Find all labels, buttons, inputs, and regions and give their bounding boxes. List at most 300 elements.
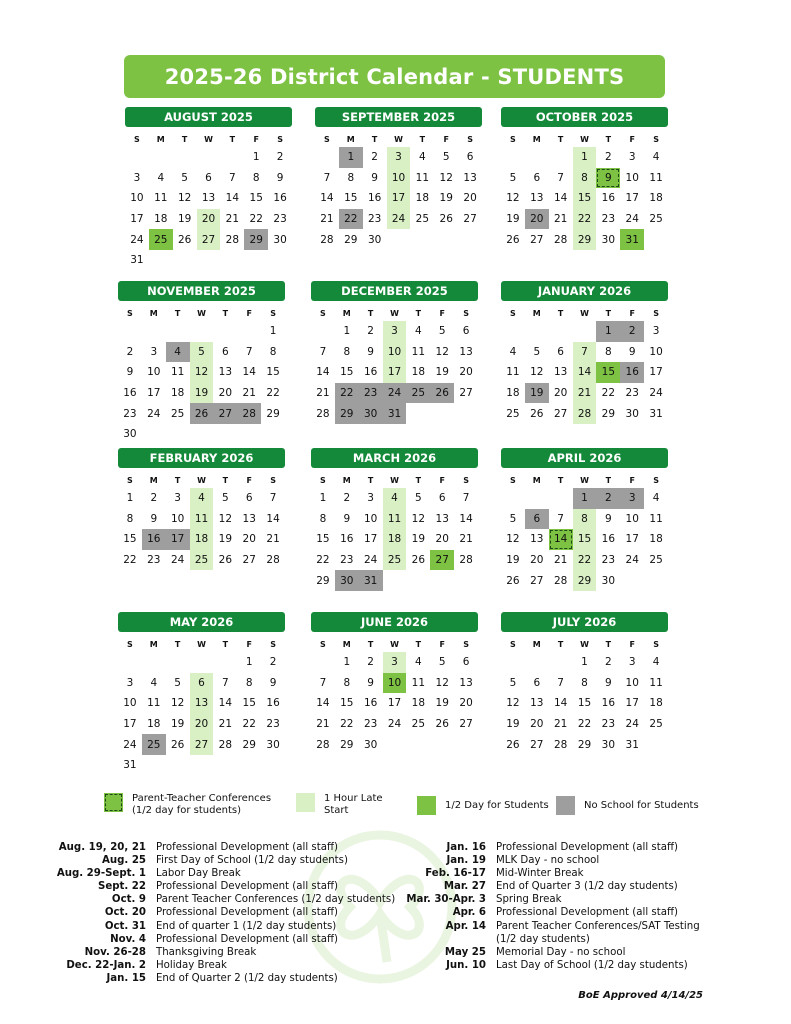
calendar-day: 29 bbox=[340, 738, 354, 751]
calendar-day: 20 bbox=[530, 554, 544, 567]
calendar-day: 18 bbox=[411, 697, 426, 710]
calendar-day: 28 bbox=[316, 407, 330, 420]
weekday-label: S bbox=[510, 476, 516, 485]
month-block bbox=[125, 107, 292, 271]
calendar-day: 26 bbox=[177, 233, 192, 246]
calendar-day: 2 bbox=[276, 151, 284, 164]
calendar-day: 17 bbox=[383, 362, 407, 383]
empty-day bbox=[118, 321, 142, 342]
calendar-day: 19 bbox=[439, 192, 453, 205]
calendar-day: 3 bbox=[652, 325, 660, 338]
weekday-label: S bbox=[510, 640, 516, 649]
calendar-day: 19 bbox=[190, 383, 214, 404]
calendar-day: 10 bbox=[170, 512, 185, 525]
note-description: Memorial Day - no school bbox=[496, 946, 626, 958]
empty-day bbox=[525, 147, 549, 168]
calendar-day: 10 bbox=[387, 168, 411, 189]
calendar-day: 6 bbox=[557, 345, 564, 358]
calendar-day: 13 bbox=[190, 693, 214, 714]
weekday-label: F bbox=[439, 476, 445, 485]
calendar-day: 16 bbox=[601, 533, 616, 546]
calendar-day: 29 bbox=[244, 229, 268, 250]
calendar-day: 2 bbox=[605, 151, 612, 164]
calendar-day: 17 bbox=[387, 697, 402, 710]
day-grid bbox=[118, 321, 285, 445]
calendar-day: 25 bbox=[190, 550, 214, 571]
weekday-label: S bbox=[270, 640, 276, 649]
calendar-day: 11 bbox=[147, 697, 161, 710]
day-grid bbox=[118, 652, 285, 776]
note-description: Professional Development (all staff) bbox=[156, 933, 338, 945]
calendar-day: 22 bbox=[339, 209, 363, 230]
calendar-day: 6 bbox=[533, 676, 541, 689]
calendar-day: 11 bbox=[190, 509, 214, 530]
empty-day bbox=[125, 147, 149, 168]
calendar-day: 23 bbox=[266, 718, 280, 731]
note-description: Labor Day Break bbox=[156, 868, 241, 880]
weekday-label: S bbox=[510, 135, 516, 144]
calendar-day: 28 bbox=[316, 738, 330, 751]
calendar-day: 3 bbox=[126, 676, 134, 689]
note-date: Oct. 20 bbox=[104, 907, 146, 919]
calendar-day: 17 bbox=[625, 192, 639, 205]
calendar-day: 28 bbox=[459, 554, 473, 567]
calendar-day: 29 bbox=[577, 738, 592, 751]
calendar-day: 2 bbox=[620, 321, 644, 342]
calendar-day: 29 bbox=[242, 738, 256, 751]
calendar-day: 19 bbox=[506, 213, 520, 226]
calendar-day: 18 bbox=[170, 387, 185, 400]
month-block bbox=[118, 448, 285, 570]
calendar-day: 18 bbox=[649, 192, 663, 205]
legend-ptc-label: Parent-Teacher Conferences (1/2 day for students) bbox=[132, 793, 272, 816]
calendar-day: 16 bbox=[620, 362, 644, 383]
calendar-day: 17 bbox=[387, 188, 411, 209]
weekday-row bbox=[118, 638, 285, 652]
calendar-day: 11 bbox=[649, 676, 663, 689]
calendar-day: 9 bbox=[605, 676, 612, 689]
calendar-day: 29 bbox=[266, 407, 280, 420]
note-row bbox=[0, 893, 700, 906]
month-header: FEBRUARY 2026 bbox=[118, 448, 285, 468]
note-description: MLK Day - no school bbox=[496, 855, 600, 867]
calendar-day: 2 bbox=[367, 325, 374, 338]
calendar-day: 7 bbox=[557, 171, 564, 184]
calendar-day: 11 bbox=[411, 345, 426, 358]
empty-day bbox=[118, 652, 142, 673]
calendar-day: 9 bbox=[628, 345, 636, 358]
weekday-label: T bbox=[222, 640, 229, 649]
month-header: AUGUST 2025 bbox=[125, 107, 292, 127]
calendar-day: 27 bbox=[190, 734, 214, 755]
weekday-label: M bbox=[346, 135, 355, 144]
calendar-day: 1 bbox=[245, 656, 253, 669]
calendar-day: 9 bbox=[276, 171, 284, 184]
calendar-day: 23 bbox=[367, 213, 382, 226]
calendar-day: 30 bbox=[273, 233, 287, 246]
calendar-day: 15 bbox=[242, 697, 256, 710]
calendar-day: 15 bbox=[340, 697, 354, 710]
calendar-day: 1 bbox=[596, 321, 620, 342]
note-date: Apr. 14 bbox=[445, 920, 486, 932]
calendar-day: 24 bbox=[625, 554, 639, 567]
calendar-day: 20 bbox=[242, 533, 256, 546]
calendar-day: 27 bbox=[530, 574, 544, 587]
month-header: JUNE 2026 bbox=[311, 612, 478, 632]
calendar-day: 9 bbox=[150, 512, 158, 525]
calendar-day: 25 bbox=[406, 383, 430, 404]
weekday-label: F bbox=[443, 135, 449, 144]
calendar-day: 4 bbox=[150, 676, 158, 689]
calendar-day: 1 bbox=[126, 492, 134, 505]
calendar-day: 18 bbox=[649, 697, 663, 710]
weekday-label: W bbox=[390, 476, 399, 485]
calendar-day: 12 bbox=[435, 345, 449, 358]
calendar-day: 10 bbox=[383, 342, 407, 363]
day-grid bbox=[125, 147, 292, 271]
empty-day bbox=[549, 652, 573, 673]
note-description: Professional Development (all staff) bbox=[156, 907, 338, 919]
empty-day bbox=[525, 652, 549, 673]
weekday-label: T bbox=[415, 476, 422, 485]
calendar-day: 5 bbox=[442, 151, 450, 164]
weekday-label: S bbox=[270, 309, 276, 318]
calendar-day: 23 bbox=[601, 213, 616, 226]
calendar-day: 29 bbox=[601, 407, 616, 420]
calendar-day: 28 bbox=[237, 403, 261, 424]
weekday-row bbox=[501, 474, 668, 488]
calendar-day: 18 bbox=[411, 366, 426, 379]
weekday-row bbox=[311, 307, 478, 321]
calendar-day: 2 bbox=[371, 151, 378, 164]
weekday-row bbox=[125, 133, 292, 147]
weekday-label: F bbox=[439, 640, 445, 649]
calendar-day: 12 bbox=[435, 676, 449, 689]
weekday-label: F bbox=[629, 309, 635, 318]
calendar-day: 13 bbox=[218, 366, 233, 379]
calendar-day: 20 bbox=[463, 192, 477, 205]
calendar-day: 18 bbox=[415, 192, 430, 205]
calendar-day: 10 bbox=[625, 171, 639, 184]
empty-day bbox=[173, 147, 197, 168]
weekday-label: S bbox=[510, 309, 516, 318]
weekday-label: W bbox=[390, 309, 399, 318]
calendar-day: 15 bbox=[340, 366, 354, 379]
weekday-label: S bbox=[653, 135, 659, 144]
weekday-label: S bbox=[127, 309, 133, 318]
calendar-day: 5 bbox=[174, 676, 181, 689]
weekday-label: M bbox=[342, 309, 351, 318]
note-description: Mid-Winter Break bbox=[496, 868, 584, 880]
calendar-day: 30 bbox=[266, 738, 280, 751]
calendar-day: 21 bbox=[573, 383, 597, 404]
calendar-day: 10 bbox=[123, 697, 137, 710]
calendar-day: 23 bbox=[601, 554, 616, 567]
calendar-day: 1 bbox=[269, 325, 277, 338]
empty-day bbox=[213, 652, 237, 673]
calendar-day: 17 bbox=[147, 387, 161, 400]
calendar-day: 21 bbox=[553, 718, 568, 731]
weekday-label: S bbox=[463, 309, 469, 318]
calendar-day: 15 bbox=[344, 192, 358, 205]
calendar-day: 2 bbox=[269, 656, 277, 669]
calendar-day: 4 bbox=[652, 151, 660, 164]
calendar-day: 25 bbox=[415, 213, 430, 226]
calendar-day: 11 bbox=[506, 366, 520, 379]
weekday-label: W bbox=[390, 640, 399, 649]
calendar-day: 4 bbox=[166, 342, 190, 363]
calendar-day: 8 bbox=[343, 676, 351, 689]
calendar-day: 5 bbox=[509, 171, 517, 184]
calendar-day: 2 bbox=[596, 488, 620, 509]
calendar-day: 20 bbox=[459, 697, 473, 710]
calendar-day: 8 bbox=[347, 171, 355, 184]
calendar-day: 6 bbox=[466, 151, 474, 164]
weekday-label: M bbox=[532, 476, 541, 485]
calendar-day: 30 bbox=[601, 738, 616, 751]
empty-day bbox=[220, 147, 244, 168]
calendar-day: 6 bbox=[205, 171, 212, 184]
note-description: End of quarter 1 (1/2 day students) bbox=[156, 920, 337, 932]
weekday-row bbox=[315, 133, 482, 147]
legend-ptc-swatch bbox=[104, 793, 123, 812]
empty-day bbox=[149, 147, 173, 168]
calendar-day: 27 bbox=[197, 229, 221, 250]
weekday-label: T bbox=[419, 135, 426, 144]
calendar-day: 21 bbox=[242, 387, 256, 400]
calendar-day: 6 bbox=[438, 492, 446, 505]
weekday-label: S bbox=[134, 135, 140, 144]
legend-off-swatch bbox=[556, 796, 575, 815]
calendar-day: 28 bbox=[553, 738, 568, 751]
empty-day bbox=[142, 652, 166, 673]
calendar-day: 8 bbox=[573, 168, 597, 189]
calendar-day: 23 bbox=[601, 718, 616, 731]
calendar-day: 12 bbox=[506, 697, 520, 710]
calendar-day: 22 bbox=[123, 554, 137, 567]
weekday-label: T bbox=[181, 135, 188, 144]
calendar-day: 26 bbox=[506, 738, 520, 751]
calendar-day: 15 bbox=[249, 192, 263, 205]
calendar-day: 15 bbox=[123, 533, 137, 546]
note-description: Professional Development (all staff) bbox=[156, 881, 338, 893]
month-block bbox=[501, 281, 668, 424]
calendar-day: 13 bbox=[201, 192, 216, 205]
weekday-label: M bbox=[342, 640, 351, 649]
empty-day bbox=[190, 652, 214, 673]
empty-day bbox=[213, 321, 237, 342]
weekday-label: T bbox=[367, 476, 374, 485]
legend-half-label: 1/2 Day for Students bbox=[445, 800, 549, 811]
weekday-label: T bbox=[415, 309, 422, 318]
calendar-day: 20 bbox=[197, 209, 221, 230]
empty-day bbox=[166, 321, 190, 342]
calendar-day: 21 bbox=[316, 387, 330, 400]
calendar-day: 10 bbox=[649, 345, 663, 358]
calendar-day: 10 bbox=[147, 366, 161, 379]
day-grid bbox=[311, 488, 478, 591]
calendar-day: 22 bbox=[573, 209, 597, 230]
calendar-day: 17 bbox=[130, 213, 144, 226]
calendar-day: 22 bbox=[601, 387, 616, 400]
calendar-day: 15 bbox=[266, 366, 280, 379]
note-date: Jun. 10 bbox=[446, 959, 486, 971]
calendar-day: 7 bbox=[462, 492, 470, 505]
calendar-day: 4 bbox=[415, 325, 422, 338]
weekday-row bbox=[311, 638, 478, 652]
empty-day bbox=[237, 321, 261, 342]
empty-day bbox=[549, 147, 573, 168]
day-grid bbox=[315, 147, 482, 250]
calendar-day: 2 bbox=[367, 656, 374, 669]
weekday-label: T bbox=[174, 309, 181, 318]
note-date: Feb. 16-17 bbox=[425, 868, 486, 880]
calendar-day: 24 bbox=[387, 209, 411, 230]
calendar-day: 13 bbox=[459, 676, 473, 689]
calendar-day: 9 bbox=[343, 512, 351, 525]
calendar-day: 30 bbox=[625, 407, 639, 420]
weekday-label: W bbox=[197, 476, 206, 485]
empty-day bbox=[549, 321, 573, 342]
calendar-day: 20 bbox=[459, 366, 473, 379]
calendar-day: 1 bbox=[343, 656, 351, 669]
calendar-day: 25 bbox=[142, 734, 166, 755]
weekday-label: W bbox=[580, 476, 589, 485]
calendar-day: 4 bbox=[415, 656, 422, 669]
empty-day bbox=[501, 147, 525, 168]
calendar-day: 20 bbox=[525, 209, 549, 230]
weekday-label: M bbox=[149, 476, 158, 485]
calendar-day: 21 bbox=[218, 718, 233, 731]
calendar-day: 8 bbox=[343, 345, 351, 358]
calendar-day: 6 bbox=[462, 656, 470, 669]
calendar-day: 4 bbox=[509, 345, 517, 358]
calendar-day: 19 bbox=[506, 554, 520, 567]
calendar-day: 9 bbox=[367, 345, 374, 358]
weekday-label: T bbox=[174, 476, 181, 485]
month-header: MAY 2026 bbox=[118, 612, 285, 632]
calendar-day: 5 bbox=[190, 342, 214, 363]
empty-day bbox=[501, 321, 525, 342]
day-grid bbox=[501, 147, 668, 250]
calendar-day: 14 bbox=[266, 512, 280, 525]
calendar-day: 9 bbox=[605, 512, 612, 525]
empty-day bbox=[197, 147, 221, 168]
empty-day bbox=[525, 321, 549, 342]
calendar-day: 16 bbox=[142, 529, 166, 550]
calendar-day: 30 bbox=[363, 738, 378, 751]
calendar-day: 9 bbox=[269, 676, 277, 689]
calendar-day: 12 bbox=[506, 192, 520, 205]
legend-late-swatch bbox=[296, 793, 315, 812]
calendar-day: 30 bbox=[359, 403, 383, 424]
calendar-day: 1 bbox=[573, 488, 597, 509]
note-description: First Day of School (1/2 day students) bbox=[156, 855, 348, 867]
calendar-day: 11 bbox=[154, 192, 168, 205]
weekday-label: F bbox=[629, 640, 635, 649]
note-description: Professional Development (all staff) bbox=[496, 842, 678, 853]
calendar-day: 3 bbox=[383, 321, 407, 342]
calendar-day: 26 bbox=[190, 403, 214, 424]
weekday-label: S bbox=[127, 640, 133, 649]
weekday-label: T bbox=[415, 640, 422, 649]
weekday-row bbox=[501, 307, 668, 321]
calendar-day: 1 bbox=[343, 325, 351, 338]
calendar-day: 5 bbox=[533, 345, 541, 358]
weekday-label: T bbox=[605, 135, 612, 144]
calendar-day: 1 bbox=[581, 656, 588, 669]
calendar-day: 16 bbox=[601, 697, 616, 710]
calendar-day: 22 bbox=[335, 383, 359, 404]
calendar-day: 3 bbox=[133, 171, 141, 184]
calendar-day: 3 bbox=[367, 492, 374, 505]
weekday-label: W bbox=[204, 135, 213, 144]
calendar-day: 27 bbox=[242, 554, 256, 567]
calendar-day: 10 bbox=[625, 512, 639, 525]
calendar-day: 5 bbox=[509, 676, 517, 689]
calendar-day: 25 bbox=[149, 229, 173, 250]
note-date: Aug. 25 bbox=[101, 855, 146, 867]
calendar-day: 2 bbox=[343, 492, 351, 505]
empty-day bbox=[311, 321, 335, 342]
calendar-day: 22 bbox=[316, 554, 330, 567]
calendar-day: 22 bbox=[577, 718, 592, 731]
calendar-day: 12 bbox=[177, 192, 192, 205]
calendar-day: 27 bbox=[463, 213, 477, 226]
calendar-day: 24 bbox=[147, 407, 161, 420]
calendar-day: 24 bbox=[625, 213, 639, 226]
day-grid bbox=[118, 488, 285, 570]
calendar-day: 1 bbox=[573, 147, 597, 168]
calendar-day: 7 bbox=[269, 492, 277, 505]
calendar-day: 20 bbox=[553, 387, 568, 400]
note-date: Nov. 26-28 bbox=[84, 946, 146, 958]
calendar-day: 27 bbox=[553, 407, 568, 420]
calendar-day: 4 bbox=[157, 171, 165, 184]
empty-day bbox=[549, 488, 573, 509]
day-grid bbox=[501, 321, 668, 424]
calendar-day: 23 bbox=[359, 383, 383, 404]
calendar-day: 18 bbox=[154, 213, 168, 226]
calendar-day: 12 bbox=[530, 366, 544, 379]
calendar-day: 18 bbox=[147, 718, 161, 731]
calendar-day: 9 bbox=[126, 366, 134, 379]
calendar-day: 8 bbox=[245, 676, 253, 689]
calendar-day: 7 bbox=[222, 676, 229, 689]
weekday-label: M bbox=[149, 640, 158, 649]
calendar-day: 4 bbox=[419, 151, 426, 164]
calendar-day: 7 bbox=[323, 171, 331, 184]
weekday-label: S bbox=[270, 476, 276, 485]
calendar-day: 11 bbox=[170, 366, 185, 379]
calendar-day: 29 bbox=[573, 229, 597, 250]
calendar-day: 19 bbox=[170, 718, 185, 731]
weekday-label: M bbox=[532, 309, 541, 318]
calendar-day: 14 bbox=[225, 192, 240, 205]
calendar-day: 19 bbox=[411, 533, 426, 546]
calendar-day: 8 bbox=[252, 171, 260, 184]
weekday-row bbox=[501, 638, 668, 652]
calendar-day: 24 bbox=[649, 387, 663, 400]
month-block bbox=[315, 107, 482, 250]
weekday-label: S bbox=[653, 640, 659, 649]
month-block bbox=[311, 281, 478, 424]
calendar-day: 8 bbox=[126, 512, 134, 525]
month-block bbox=[311, 612, 478, 755]
month-block bbox=[501, 612, 668, 755]
note-date: Mar. 30-Apr. 3 bbox=[406, 894, 486, 906]
day-grid bbox=[311, 321, 478, 424]
